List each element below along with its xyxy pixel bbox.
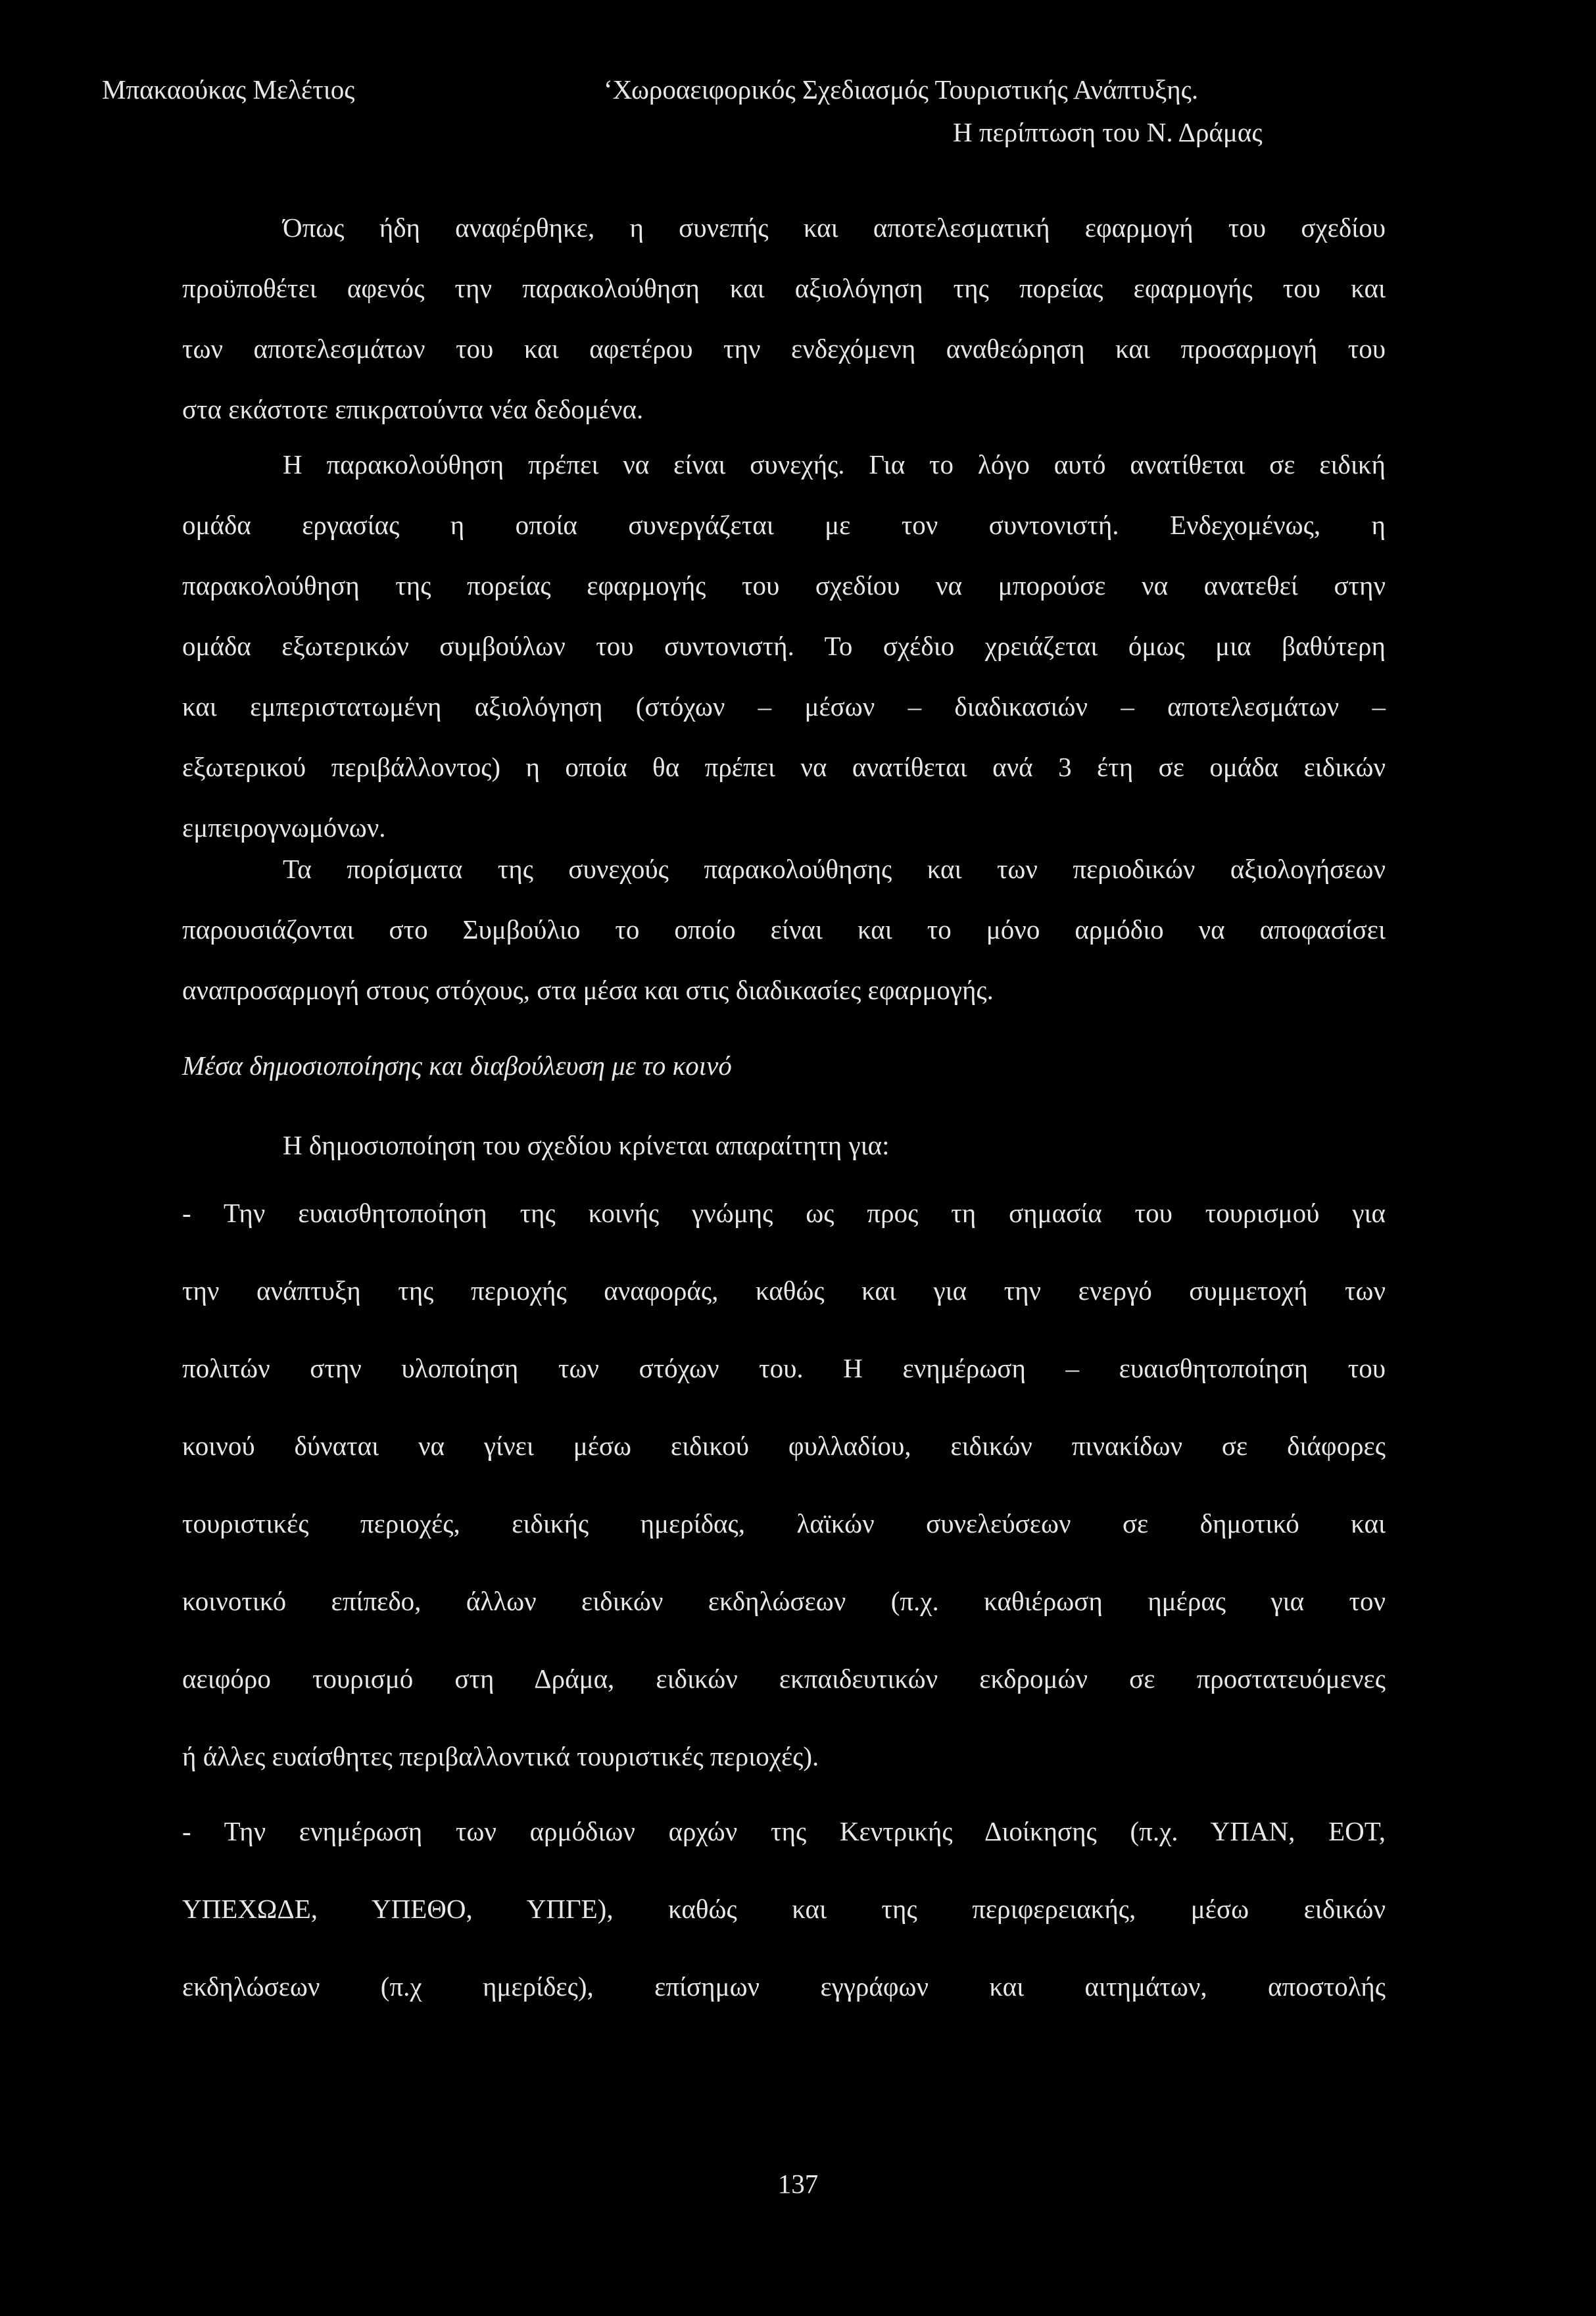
text-line: εκδηλώσεων (π.χ ημερίδες), επίσημων εγγράφων και αιτημάτων, αποστολής [182,1971,1386,2002]
bullet-1 [182,1174,1386,1795]
text-line: στα εκάστοτε επικρατούντα νέα δεδομένα. [182,394,644,424]
text-line: - Την ενημέρωση των αρμόδιων αρχών της Κεντρικής Διοίκησης (π.χ. ΥΠΑΝ, ΕΟΤ, [182,1816,1386,1846]
text-line: αειφόρο τουρισμό στη Δράμα, ειδικών εκπαιδευτικών εκδρομών σε προστατευόμενες [182,1663,1386,1694]
text-line: προϋποθέτει αφενός την παρακολούθηση και αξιολόγηση της πορείας εφαρμογής του και [182,273,1386,303]
text-line: εμπειρογνωμόνων. [182,812,386,843]
page-number: 137 [777,2169,819,2199]
header-title-line-2: Η περίπτωση του Ν. Δράμας [953,117,1263,147]
section-heading: Μέσα δημοσιοποίησης και διαβούλευση με το κοινό [182,1050,732,1081]
text-line: τουριστικές περιοχές, ειδικής ημερίδας, λαϊκών συνελεύσεων σε δημοτικό και [182,1508,1386,1539]
text-line: την ανάπτυξη της περιοχής αναφοράς, καθώς και για την ενεργό συμμετοχή των [182,1275,1386,1306]
text-line: και εμπεριστατωμένη αξιολόγηση (στόχων – μέσων – διαδικασιών – αποτελεσμάτων – [182,691,1386,722]
text-line: κοινού δύναται να γίνει μέσω ειδικού φυλλαδίου, ειδικών πινακίδων σε διάφορες [182,1431,1386,1461]
text-line: εξωτερικού περιβάλλοντος) η οποία θα πρέπει να ανατίθεται ανά 3 έτη σε ομάδα ειδικών [182,752,1386,782]
text-line: παρουσιάζονται στο Συμβούλιο το οποίο είναι και το μόνο αρμόδιο να αποφασίσει [182,914,1386,945]
paragraph-1 [182,197,1386,439]
text-line: Τα πορίσματα της συνεχούς παρακολούθησης και των περιοδικών αξιολογήσεων [283,854,1386,884]
text-line: αναπροσαρμογή στους στόχους, στα μέσα και στις διαδικασίες εφαρμογής. [182,975,994,1005]
paragraph-3 [182,839,1386,1020]
text-line: ομάδα εξωτερικών συμβούλων του συντονιστή. Το σχέδιο χρειάζεται όμως μια βαθύτερη [182,631,1386,661]
text-line: ή άλλες ευαίσθητες περιβαλλοντικά τουριστικές περιοχές). [182,1741,819,1771]
paragraph-2 [182,434,1386,858]
text-line: Όπως ήδη αναφέρθηκε, η συνεπής και αποτελεσματική εφαρμογή του σχεδίου [283,212,1386,243]
text-line: των αποτελεσμάτων του και αφετέρου την ενδεχόμενη αναθεώρηση και προσαρμογή του [182,333,1386,364]
text-line: πολιτών στην υλοποίηση των στόχων του. Η ενημέρωση – ευαισθητοποίηση του [182,1353,1386,1383]
header-title-line-1: ‘Χωροαειφορικός Σχεδιασμός Τουριστικής Ανάπτυξης. [604,74,1199,105]
text-line: Η παρακολούθηση πρέπει να είναι συνεχής. Για το λόγο αυτό ανατίθεται σε ειδική [283,449,1386,480]
bullet-2 [182,1792,1386,2025]
text-line: ομάδα εργασίας η οποία συνεργάζεται με τον συντονιστή. Ενδεχομένως, η [182,510,1386,540]
text-line: κοινοτικό επίπεδο, άλλων ειδικών εκδηλώσεων (π.χ. καθιέρωση ημέρας για τον [182,1586,1386,1616]
text-line: - Την ευαισθητοποίηση της κοινής γνώμης ως προς τη σημασία του τουρισμού για [182,1198,1386,1228]
header-author: Μπακαούκας Μελέτιος [102,74,355,105]
intro-sentence: Η δημοσιοποίηση του σχεδίου κρίνεται απαραίτητη για: [283,1130,890,1160]
text-line: ΥΠΕΧΩΔΕ, ΥΠΕΘΟ, ΥΠΓΕ), καθώς και της περιφερειακής, μέσω ειδικών [182,1894,1386,1924]
text-line: παρακολούθηση της πορείας εφαρμογής του σχεδίου να μπορούσε να ανατεθεί στην [182,570,1386,601]
